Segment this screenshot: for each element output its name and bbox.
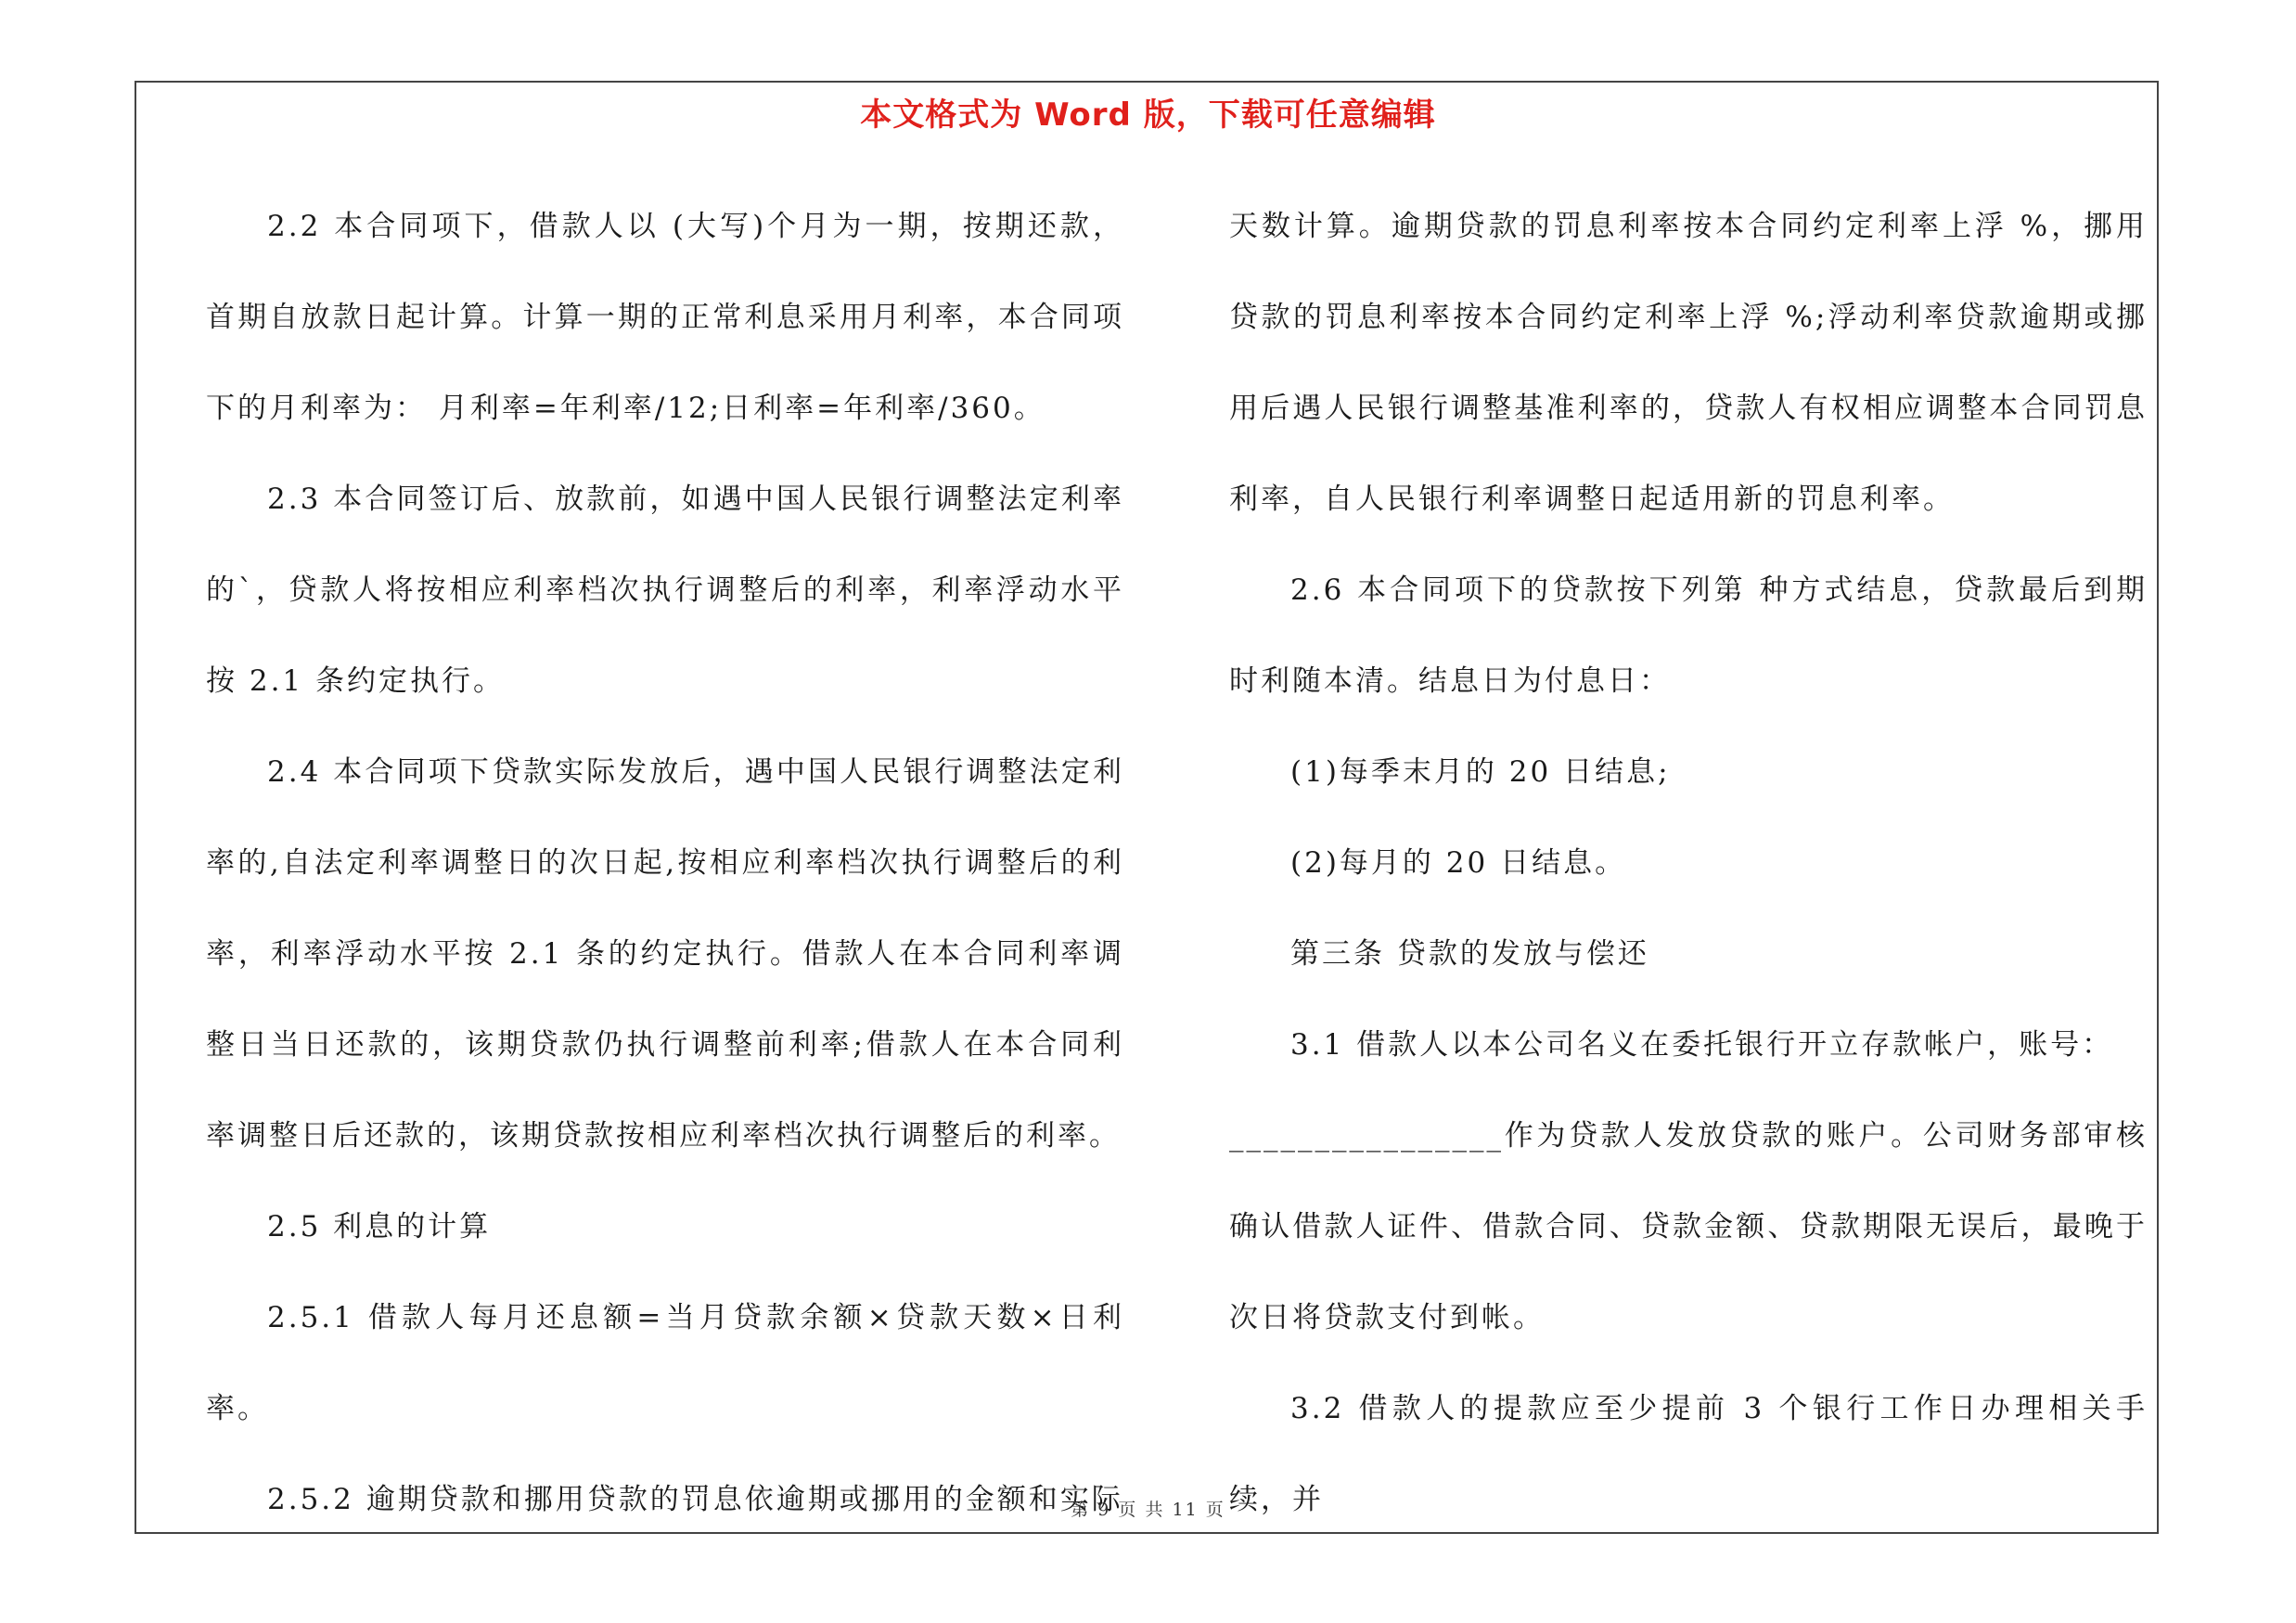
paragraph: ________________作为贷款人发放贷款的账户。公司财务部审核确认借款人证件、借款合同、贷款金额、贷款期限无误后，最晚于次日将贷款支付到帐。	[1229, 1119, 2148, 1334]
page-number: 第 9 页 共 11 页	[1071, 1500, 1225, 1520]
paragraph: 2.5 利息的计算	[267, 1210, 492, 1243]
format-banner: 本文格式为 Word 版，下载可任意编辑	[860, 97, 1436, 134]
paragraph: 2.5.2 逾期贷款和挪用贷款的罚息依逾期或挪用的金额和实际	[267, 1483, 1123, 1516]
paragraph: 2.3 本合同签订后、放款前，如遇中国人民银行调整法定利率的`，贷款人将按相应利率档次执行调整后的利率，利率浮动水平按 2.1 条约定执行。	[206, 483, 1124, 698]
paragraph: 2.5.1 借款人每月还息额=当月贷款余额×贷款天数×日利率。	[206, 1301, 1124, 1425]
paragraph: (2)每月的 20 日结息。	[1290, 846, 1627, 880]
right-column	[1229, 181, 2148, 1545]
paragraph: 2.2 本合同项下，借款人以 (大写)个月为一期，按期还款，首期自放款日起计算。计算一期的正常利息采用月利率，本合同项下的月利率为： 月利率=年利率/12;日利率=年利率/360。	[206, 210, 1124, 425]
left-column	[206, 181, 1124, 1545]
paragraph: 2.6 本合同项下的贷款按下列第 种方式结息，贷款最后到期时利随本清。结息日为付息日：	[1229, 573, 2148, 698]
paragraph: 第三条 贷款的发放与偿还	[1290, 937, 1649, 971]
paragraph: 3.2 借款人的提款应至少提前 3 个银行工作日办理相关手续，并	[1229, 1392, 2148, 1516]
paragraph: 天数计算。逾期贷款的罚息利率按本合同约定利率上浮 %，挪用贷款的罚息利率按本合同约定利率上浮 %;浮动利率贷款逾期或挪用后遇人民银行调整基准利率的，贷款人有权相应调整本合同罚息利率，自人民银行利率调整日起适用新的罚息利率。	[1229, 210, 2148, 516]
paragraph: (1)每季末月的 20 日结息;	[1290, 755, 1671, 789]
paragraph: 3.1 借款人以本公司名义在委托银行开立存款帐户，账号：	[1290, 1028, 2114, 1062]
paragraph: 2.4 本合同项下贷款实际发放后，遇中国人民银行调整法定利率的,自法定利率调整日的次日起,按相应利率档次执行调整后的利率，利率浮动水平按 2.1 条的约定执行。借款人在本合同利率调整日当日还款的，该期贷款仍执行调整前利率;借款人在本合同利率调整日后还款的，该期贷款按相应利率档次执行调整后的利率。	[206, 755, 1124, 1153]
